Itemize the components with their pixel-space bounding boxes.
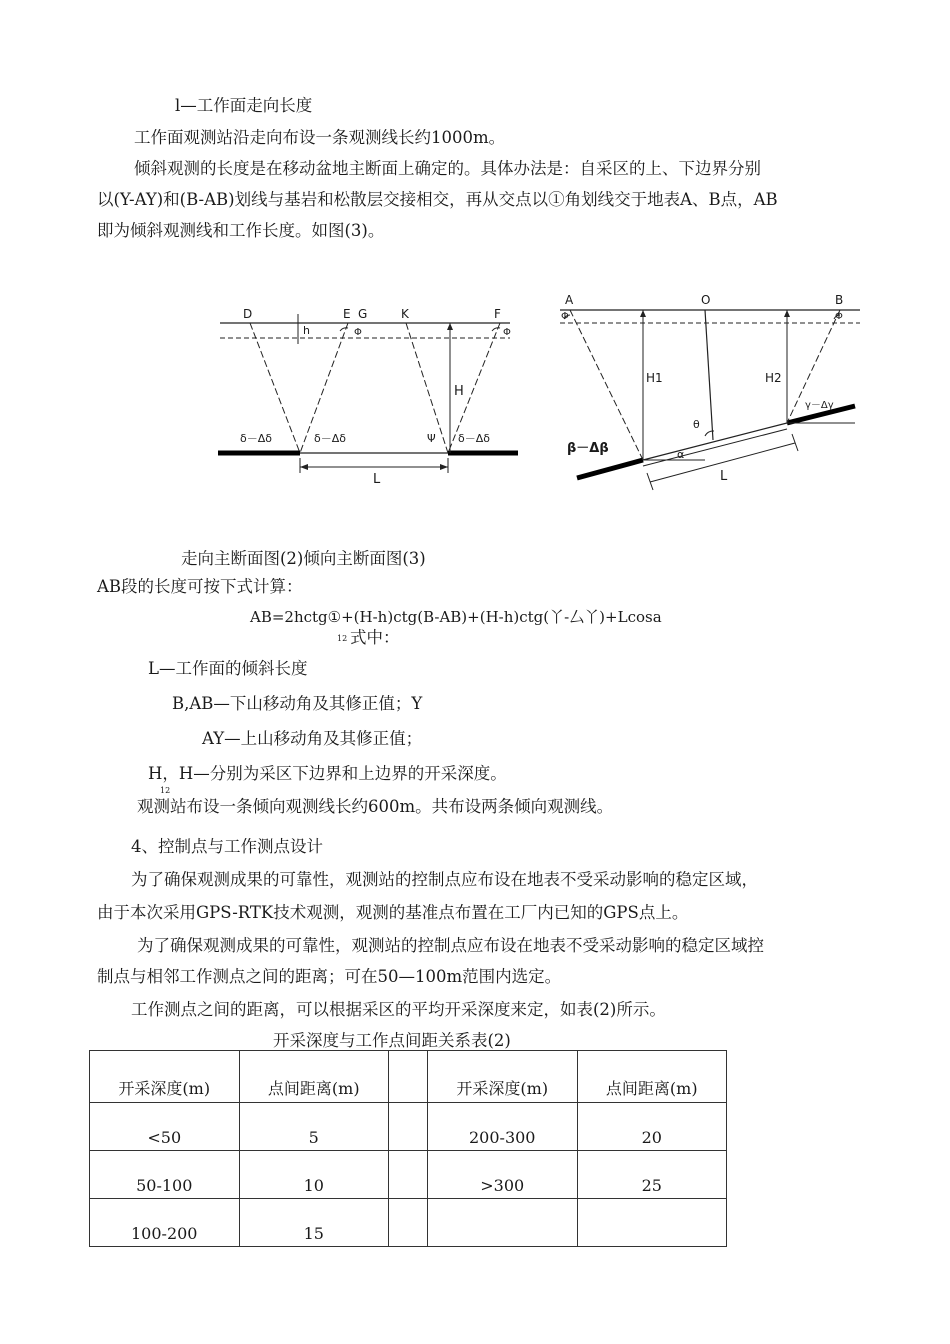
table-title: 开采深度与工作点间距关系表(2) bbox=[273, 1031, 511, 1050]
label-theta: θ bbox=[693, 418, 700, 431]
header-cell: 点间距离(m) bbox=[239, 1051, 389, 1103]
label-phi-right: Φ bbox=[835, 311, 843, 322]
section-4-heading: 4、控制点与工作测点设计 bbox=[131, 837, 323, 856]
label-O: O bbox=[701, 293, 711, 307]
label-angle-1: δ－Δδ bbox=[240, 432, 272, 445]
formula-where: 式中： bbox=[350, 628, 400, 647]
H-dim-arrow bbox=[447, 323, 453, 330]
label-angle-3: δ－Δδ bbox=[458, 432, 490, 445]
table-cell bbox=[577, 1199, 727, 1247]
table-cell-spacer bbox=[389, 1199, 428, 1247]
text-dip-line: 观测站布设一条倾向观测线长约600m。共布设两条倾向观测线。 bbox=[137, 797, 614, 816]
label-D: D bbox=[243, 307, 253, 321]
label-h: h bbox=[303, 324, 310, 337]
text-dip-paragraph-3: 即为倾斜观测线和工作长度。如图(3)。 bbox=[97, 221, 385, 240]
def-AY: AY—上山移动角及其修正值； bbox=[202, 729, 423, 748]
table-row bbox=[90, 1103, 727, 1151]
label-H: H bbox=[454, 384, 464, 399]
section-4-p1a: 为了确保观测成果的可靠性，观测站的控制点应布设在地表不受采动影响的稳定区域， bbox=[131, 870, 758, 889]
table-cell: 200-300 bbox=[428, 1103, 578, 1151]
formula-expression: AB=2hctg①+(H-h)ctg(B-AB)+(H-h)ctg(丫-厶丫)+Lcosa bbox=[250, 608, 662, 626]
table-header-row bbox=[90, 1051, 727, 1103]
label-A: A bbox=[565, 293, 574, 307]
table-cell: >300 bbox=[428, 1151, 578, 1199]
label-H1: H1 bbox=[646, 371, 663, 385]
label-phi-left: Φ bbox=[354, 327, 362, 338]
label-phi-left: Φ bbox=[561, 311, 569, 322]
table-cell: 20 bbox=[577, 1103, 727, 1151]
seam-lower bbox=[577, 460, 643, 478]
formula-subscript: 12 bbox=[337, 634, 348, 643]
section-4-p2b: 制点与相邻工作测点之间的距离；可在50—100m范围内选定。 bbox=[97, 967, 562, 986]
table-row bbox=[90, 1151, 727, 1199]
table-cell: 15 bbox=[239, 1199, 389, 1247]
depth-spacing-table bbox=[89, 1050, 727, 1247]
figure-caption: 走向主断面图(2)倾向主断面图(3) bbox=[181, 549, 426, 568]
header-cell: 开采深度(m) bbox=[90, 1051, 240, 1103]
label-gamma: γ－Δγ bbox=[805, 400, 834, 411]
panel-top bbox=[643, 423, 787, 460]
def-B: B,AB—下山移动角及其修正值；Y bbox=[172, 694, 423, 713]
label-beta: β－Δβ bbox=[567, 441, 609, 456]
header-cell: 开采深度(m) bbox=[428, 1051, 578, 1103]
header-cell: 点间距离(m) bbox=[577, 1051, 727, 1103]
label-B: B bbox=[835, 293, 844, 307]
table-cell: 100-200 bbox=[90, 1199, 240, 1247]
table-cell: 50-100 bbox=[90, 1151, 240, 1199]
table-cell-spacer bbox=[389, 1151, 428, 1199]
label-phi-right: Φ bbox=[503, 327, 511, 338]
slope-a bbox=[570, 310, 643, 460]
table-cell-spacer bbox=[389, 1103, 428, 1151]
table-cell: 5 bbox=[239, 1103, 389, 1151]
formula-intro: AB段的长度可按下式计算： bbox=[97, 577, 303, 596]
axis-o bbox=[705, 310, 713, 440]
table-cell bbox=[428, 1199, 578, 1247]
label-F: F bbox=[494, 307, 501, 321]
label-L: L bbox=[720, 469, 728, 484]
label-psi: Ψ bbox=[427, 432, 436, 445]
table-row bbox=[90, 1199, 727, 1247]
def-L: L—工作面的倾斜长度 bbox=[148, 659, 308, 678]
label-G: G bbox=[358, 307, 368, 321]
table-cell: 10 bbox=[239, 1151, 389, 1199]
section-4-p1b: 由于本次采用GPS-RTK技术观测，观测的基准点布置在工厂内已知的GPS点上。 bbox=[97, 903, 689, 922]
text-l-definition: l—工作面走向长度 bbox=[175, 96, 313, 115]
def-H: H，H—分别为采区下边界和上边界的开采深度。 bbox=[148, 764, 507, 783]
label-H2: H2 bbox=[765, 371, 782, 385]
text-dip-paragraph-1: 倾斜观测的长度是在移动盆地主断面上确定的。具体办法是：自采区的上、下边界分别 bbox=[134, 159, 761, 178]
def-H-subscript: 12 bbox=[160, 786, 171, 795]
dip-section-diagram bbox=[555, 290, 875, 500]
text-strike-line: 工作面观测站沿走向布设一条观测线长约1000m。 bbox=[134, 128, 506, 147]
section-4-p2a: 为了确保观测成果的可靠性，观测站的控制点应布设在地表不受采动影响的稳定区域控 bbox=[137, 936, 764, 955]
section-4-p3: 工作测点之间的距离，可以根据采区的平均开采深度来定，如表(2)所示。 bbox=[131, 1000, 666, 1019]
label-angle-2: δ－Δδ bbox=[314, 432, 346, 445]
text-dip-paragraph-2: 以(Y-AY)和(B-AB)划线与基岩和松散层交接相交，再从交点以①角划线交于地表A、B点，AB bbox=[97, 190, 778, 209]
label-E: E bbox=[343, 307, 351, 321]
label-K: K bbox=[401, 307, 409, 321]
label-L: L bbox=[373, 472, 381, 487]
label-alpha: α bbox=[677, 448, 685, 461]
table-cell: 25 bbox=[577, 1151, 727, 1199]
table-cell: <50 bbox=[90, 1103, 240, 1151]
strike-section-diagram bbox=[200, 290, 520, 500]
header-cell-spacer bbox=[389, 1051, 428, 1103]
